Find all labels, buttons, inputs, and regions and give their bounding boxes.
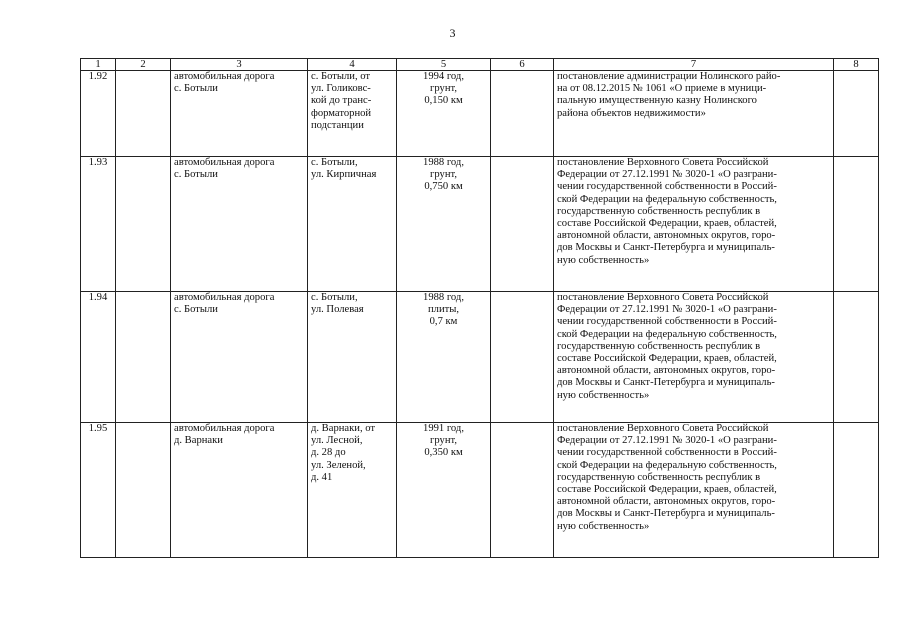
address-cell — [308, 71, 397, 157]
address-line: с. Ботыли, — [311, 292, 358, 303]
address-cell — [308, 423, 397, 558]
length-line: 0,750 км — [424, 181, 463, 193]
legal-basis-line: автономной области, автономных округов, горо- — [557, 496, 776, 508]
object-name-line: автомобильная дорога — [174, 423, 275, 434]
empty-cell — [491, 292, 554, 423]
address-line: д. Варнаки, от — [311, 423, 376, 434]
legal-basis-line: постановление администрации Нолинского райо- — [557, 71, 781, 82]
object-name-line: д. Варнаки — [174, 435, 223, 447]
legal-basis-line: автономной области, автономных округов, горо- — [557, 230, 776, 242]
legal-basis-line: района объектов недвижимости» — [557, 107, 706, 119]
object-name-line: автомобильная дорога — [174, 157, 275, 168]
year-line: 1988 год, — [423, 292, 464, 303]
object-name-cell — [171, 71, 308, 157]
year-length-cell — [397, 292, 491, 423]
address-line: с. Ботыли, от — [311, 71, 371, 82]
object-name-line: с. Ботыли — [174, 169, 218, 181]
object-name-line: с. Ботыли — [174, 304, 218, 316]
surface-line: плиты, — [427, 304, 460, 316]
empty-cell — [116, 292, 171, 423]
legal-basis-line: чении государственной собственности в Россий- — [557, 316, 777, 328]
legal-basis-line: Федерации от 27.12.1991 № 3020-1 «О разграни- — [557, 169, 777, 181]
legal-basis-line: государственную собственность республик в — [557, 340, 761, 352]
legal-basis-line: ную собственность» — [557, 389, 650, 401]
column-header-7: 7 — [554, 59, 834, 71]
legal-basis-line: ской Федерации на федеральную собственность, — [557, 328, 777, 340]
row-number-cell: 1.92 — [81, 71, 116, 157]
length-line: 0,7 км — [429, 316, 458, 328]
column-header-6: 6 — [491, 59, 554, 71]
empty-cell — [116, 423, 171, 558]
address-line: ул. Полевая — [311, 304, 364, 316]
address-line: форматорной — [311, 107, 372, 119]
object-name-cell — [171, 292, 308, 423]
row-number-cell: 1.94 — [81, 292, 116, 423]
surface-line: грунт, — [430, 169, 457, 181]
length-line: 0,350 км — [424, 447, 463, 459]
length-line: 0,150 км — [424, 95, 463, 107]
surface-line: грунт, — [430, 435, 457, 447]
property-registry-table — [80, 58, 879, 558]
empty-cell — [834, 71, 879, 157]
row-number-cell: 1.93 — [81, 157, 116, 292]
address-line: ул. Лесной, — [311, 435, 363, 447]
legal-basis-line: дов Москвы и Санкт-Петербурга и муниципаль- — [557, 508, 775, 520]
legal-basis-line: дов Москвы и Санкт-Петербурга и муниципаль- — [557, 377, 775, 389]
column-header-5: 5 — [397, 59, 491, 71]
legal-basis-line: постановление Верховного Совета Российской — [557, 292, 769, 303]
empty-cell — [491, 423, 554, 558]
object-name-line: автомобильная дорога — [174, 71, 275, 82]
legal-basis-line: составе Российской Федерации, краев, областей, — [557, 484, 777, 496]
address-line: ул. Зеленой, — [311, 459, 366, 471]
legal-basis-cell — [554, 71, 834, 157]
year-line: 1991 год, — [423, 423, 464, 434]
legal-basis-cell — [554, 423, 834, 558]
legal-basis-line: постановление Верховного Совета Российской — [557, 157, 769, 168]
address-cell — [308, 292, 397, 423]
address-cell — [308, 157, 397, 292]
table-row — [81, 157, 879, 292]
table-row — [81, 71, 879, 157]
empty-cell — [834, 157, 879, 292]
legal-basis-line: Федерации от 27.12.1991 № 3020-1 «О разграни- — [557, 435, 777, 447]
address-line: кой до транс- — [311, 95, 372, 107]
empty-cell — [116, 157, 171, 292]
year-length-cell — [397, 71, 491, 157]
column-number-header-row — [81, 59, 879, 71]
address-line: д. 28 до — [311, 447, 346, 459]
year-line: 1988 год, — [423, 157, 464, 168]
legal-basis-line: государственную собственность республик в — [557, 471, 761, 483]
year-length-cell — [397, 423, 491, 558]
empty-cell — [834, 423, 879, 558]
year-length-cell — [397, 157, 491, 292]
legal-basis-line: ской Федерации на федеральную собственность, — [557, 193, 777, 205]
legal-basis-cell — [554, 157, 834, 292]
column-header-1: 1 — [81, 59, 116, 71]
legal-basis-line: Федерации от 27.12.1991 № 3020-1 «О разграни- — [557, 304, 777, 316]
object-name-cell — [171, 423, 308, 558]
legal-basis-line: ную собственность» — [557, 520, 650, 532]
legal-basis-cell — [554, 292, 834, 423]
legal-basis-line: государственную собственность республик в — [557, 205, 761, 217]
legal-basis-line: составе Российской Федерации, краев, областей, — [557, 353, 777, 365]
address-line: подстанции — [311, 119, 364, 131]
column-header-8: 8 — [834, 59, 879, 71]
row-number-cell: 1.95 — [81, 423, 116, 558]
legal-basis-line: пальную имущественную казну Нолинского — [557, 95, 757, 107]
column-header-4: 4 — [308, 59, 397, 71]
legal-basis-line: чении государственной собственности в Россий- — [557, 447, 777, 459]
legal-basis-line: ской Федерации на федеральную собственность, — [557, 459, 777, 471]
empty-cell — [116, 71, 171, 157]
legal-basis-line: дов Москвы и Санкт-Петербурга и муниципаль- — [557, 242, 775, 254]
table-row — [81, 292, 879, 423]
table-row — [81, 423, 879, 558]
column-header-3: 3 — [171, 59, 308, 71]
year-line: 1994 год, — [423, 71, 464, 82]
legal-basis-line: автономной области, автономных округов, горо- — [557, 365, 776, 377]
page-number: 3 — [449, 26, 456, 40]
address-line: ул. Кирпичная — [311, 169, 377, 181]
address-line: с. Ботыли, — [311, 157, 358, 168]
object-name-cell — [171, 157, 308, 292]
legal-basis-line: чении государственной собственности в Россий- — [557, 181, 777, 193]
object-name-line: автомобильная дорога — [174, 292, 275, 303]
object-name-line: с. Ботыли — [174, 83, 218, 95]
surface-line: грунт, — [430, 83, 457, 95]
empty-cell — [834, 292, 879, 423]
address-line: д. 41 — [311, 471, 333, 483]
legal-basis-line: ную собственность» — [557, 254, 650, 266]
empty-cell — [491, 71, 554, 157]
legal-basis-line: на от 08.12.2015 № 1061 «О приеме в муници- — [557, 83, 767, 95]
legal-basis-line: составе Российской Федерации, краев, областей, — [557, 218, 777, 230]
legal-basis-line: постановление Верховного Совета Российской — [557, 423, 769, 434]
column-header-2: 2 — [116, 59, 171, 71]
address-line: ул. Голиковс- — [311, 83, 371, 95]
empty-cell — [491, 157, 554, 292]
